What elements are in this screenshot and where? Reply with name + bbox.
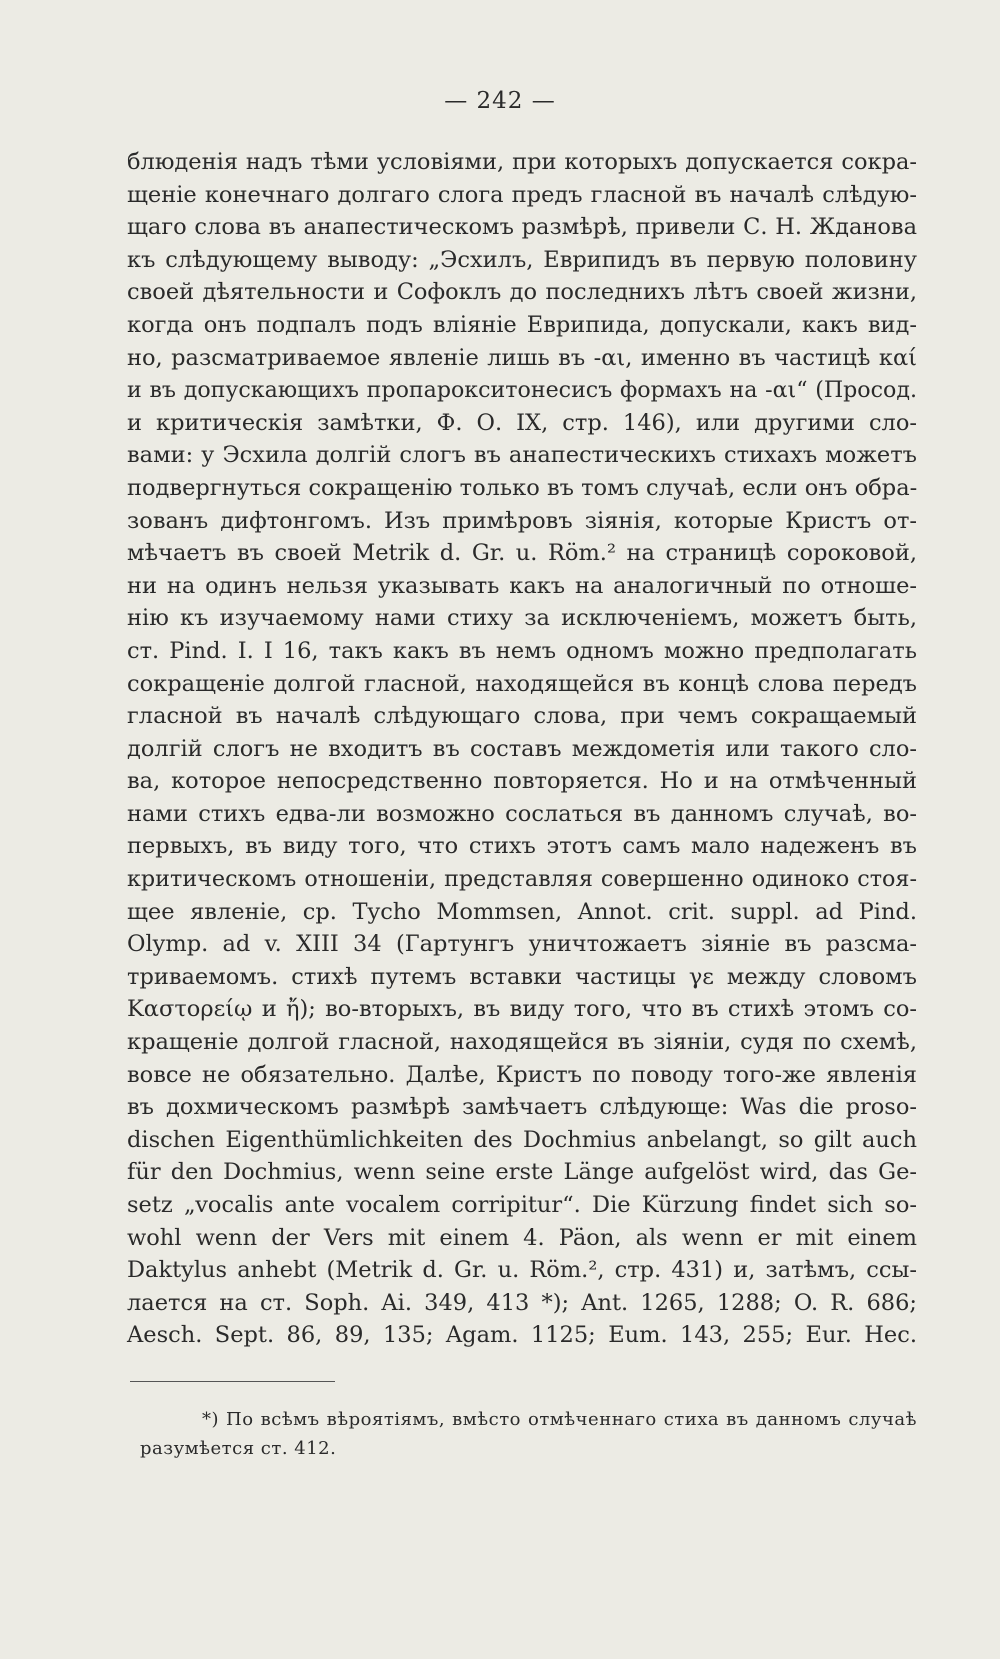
text-line: къ слѣдующему выводу: „Эсхилъ, Еврипидъ въ первую половину	[127, 246, 917, 273]
text-line: ни на одинъ нельзя указывать какъ на аналогичный по отноше-	[127, 572, 917, 599]
text-line: сокращеніе долгой гласной, находящейся въ концѣ слова передъ	[127, 670, 917, 697]
text-line: блюденія надъ тѣми условіями, при которыхъ допускается сокра-	[127, 149, 917, 175]
text-line: лается на ст. Soph. Ai. 349, 413 *); Ant. 1265, 1288; O. R. 686;	[127, 1289, 917, 1316]
text-line: нію къ изучаемому нами стиху за исключеніемъ, можетъ быть,	[127, 605, 917, 632]
main-text	[127, 146, 917, 1352]
text-line: Olymp. ad v. XIII 34 (Гартунгъ уничтожаетъ зіяніе въ разсма-	[127, 931, 917, 958]
text-line: нами стихъ едва-ли возможно сослаться въ данномъ случаѣ, во-	[127, 800, 917, 827]
text-line: ва, которое непосредственно повторяется. Но и на отмѣченный	[127, 768, 917, 795]
text-line: триваемомъ. стихѣ путемъ вставки частицы γε между словомъ	[127, 963, 917, 990]
text-line: щаго слова въ анапестическомъ размѣрѣ, привели С. Н. Жданова	[127, 214, 917, 241]
text-line: ст. Pind. I. I 16, такъ какъ въ немъ одномъ можно предполагать	[127, 637, 917, 664]
text-line: wohl wenn der Vers mit einem 4. Päon, als wenn er mit einem	[127, 1224, 917, 1251]
text-line: подвергнуться сокращенію только въ томъ случаѣ, если онъ обра-	[127, 474, 918, 501]
text-line: зованъ дифтонгомъ. Изъ примѣровъ зіянія, которые Кристъ от-	[127, 507, 917, 534]
footnote-line: разумѣется ст. 412.	[140, 1438, 337, 1459]
text-line: dischen Eigenthümlichkeiten des Dochmius anbelangt, so gilt auch	[127, 1126, 917, 1153]
text-line: критическомъ отношеніи, представляя совершенно одиноко стоя-	[127, 866, 917, 893]
text-line: щее явленіе, ср. Tycho Mommsen, Annot. crit. suppl. ad Pind.	[127, 898, 917, 925]
text-line: вовсе не обязательно. Далѣе, Кристъ по поводу того-же явленія	[127, 1061, 917, 1088]
text-line: вами: у Эсхила долгій слогъ въ анапестическихъ стихахъ можетъ	[127, 442, 917, 469]
text-line: setz „vocalis ante vocalem corripitur“. Die Kürzung findet sich so-	[127, 1192, 917, 1218]
text-line: долгій слогъ не входитъ въ составъ междометія или такого сло-	[127, 735, 917, 762]
text-line: щеніе конечнаго долгаго слога предъ гласной въ началѣ слѣдую-	[127, 181, 917, 208]
footnote-separator	[130, 1381, 335, 1382]
text-line: Καστορείῳ и ἤ); во-вторыхъ, въ виду того, что въ стихѣ этомъ со-	[127, 996, 917, 1023]
text-line: и критическія замѣтки, Ф. О. IX, стр. 146), или другими сло-	[127, 409, 917, 436]
text-line: гласной въ началѣ слѣдующаго слова, при чемъ сокращаемый	[127, 703, 917, 730]
text-line: Daktylus anhebt (Metrik d. Gr. u. Röm.², стр. 431) и, затѣмъ, ссы-	[127, 1257, 917, 1284]
text-line: и въ допускающихъ пропарокситонесисъ формахъ на -αι“ (Просод.	[127, 377, 917, 404]
footnote-line: *) По всѣмъ вѣроятіямъ, вмѣсто отмѣченнаго стиха въ данномъ случаѣ	[202, 1409, 917, 1430]
text-line: въ дохмическомъ размѣрѣ замѣчаетъ слѣдующе: Was die proso-	[127, 1094, 917, 1121]
text-line: мѣчаетъ въ своей Metrik d. Gr. u. Röm.² на страницѣ сороковой,	[127, 540, 917, 567]
text-line: первыхъ, въ виду того, что стихъ этотъ самъ мало надеженъ въ	[127, 833, 917, 860]
footnote	[140, 1405, 917, 1463]
text-line: Aesch. Sept. 86, 89, 135; Agam. 1125; Eum. 143, 255; Eur. Hec.	[127, 1322, 917, 1349]
text-line: но, разсматриваемое явленіе лишь въ -αι, именно въ частицѣ καί	[127, 344, 917, 371]
text-line: когда онъ подпалъ подъ вліяніе Еврипида, допускали, какъ вид-	[127, 311, 917, 338]
text-line: кращеніе долгой гласной, находящейся въ зіяніи, судя по схемѣ,	[127, 1029, 917, 1056]
text-line: своей дѣятельности и Софоклъ до последнихъ лѣтъ своей жизни,	[127, 279, 917, 306]
text-line: für den Dochmius, wenn seine erste Länge aufgelöst wird, das Ge-	[127, 1159, 917, 1186]
page-number: — 242 —	[444, 88, 556, 114]
